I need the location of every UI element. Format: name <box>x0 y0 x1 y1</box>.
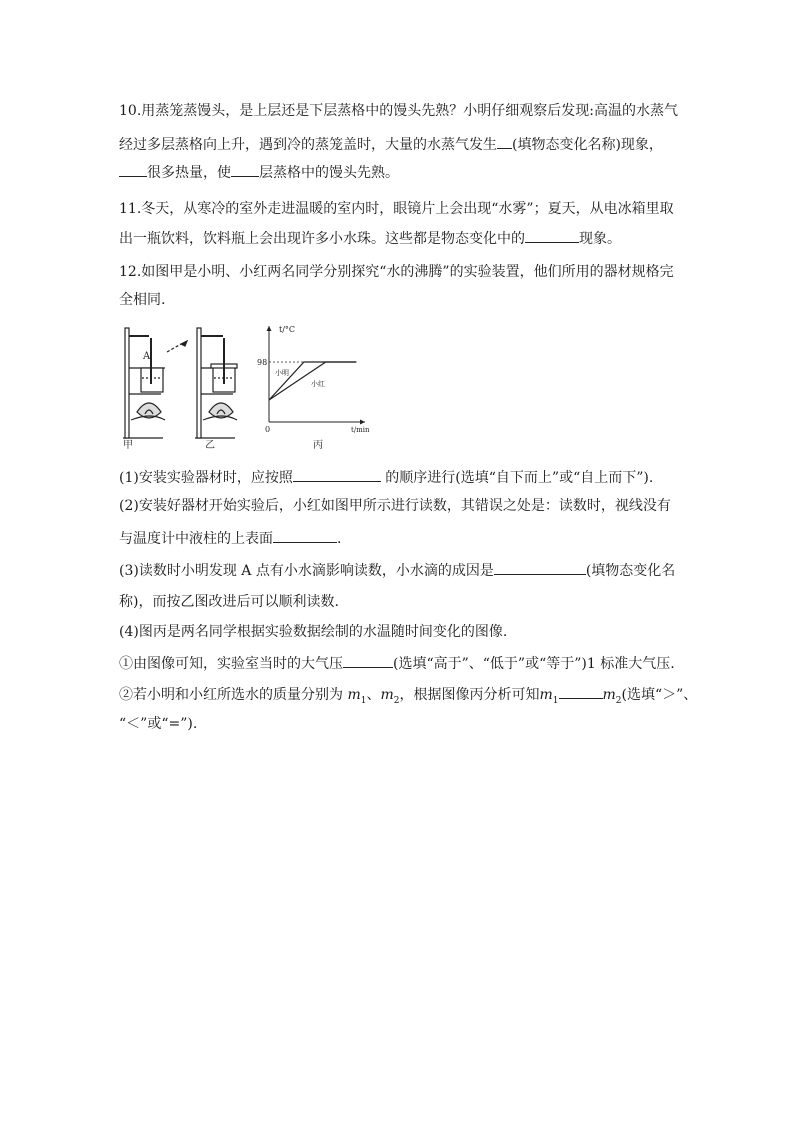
q10-line3-text-a: 很多热量，使 <box>147 165 231 181</box>
q12-p4-2-text-a: ②若小明和小红所选水的质量分别为 <box>119 687 343 703</box>
q10-line3 <box>119 162 399 183</box>
figure-svg <box>119 322 381 452</box>
q12-p4-1-blank[interactable] <box>343 653 393 668</box>
q12-p1-text-b: 的顺序进行(选填“自下而上”或“自上而下”). <box>385 470 654 486</box>
q12-p4: (4)图丙是两名同学根据实验数据绘制的水温随时间变化的图像. <box>119 624 508 640</box>
point-A-label: A <box>143 351 151 362</box>
q12-p2-line1: (2)安装好器材开始实验后，小红如图甲所示进行读数，其错误之处是：读数时，视线没有 <box>119 498 671 514</box>
q12-p4-1-text-a: ①由图像可知，实验室当时的大气压 <box>119 656 343 672</box>
q11-line2-text-a: 出一瓶饮料，饮料瓶上会出现许多小水珠。这些都是物态变化中的 <box>119 231 525 247</box>
m2-compare-symbol: m <box>602 687 616 703</box>
q11-line1: 11.冬天，从寒冷的室外走进温暖的室内时，眼镜片上会出现“水雾”；夏天，从电冰箱里取 <box>119 201 674 217</box>
q12-p4-1 <box>119 653 675 674</box>
q12-p4-2-text-b: ，根据图像丙分析可知 <box>399 687 540 703</box>
q12-p1 <box>119 467 653 488</box>
q12-p3-line2: 称)，而按乙图改进后可以顺利读数. <box>119 594 339 610</box>
q10-line2-text-b: (填物态变化名称)现象， <box>512 137 663 153</box>
series-label-xiaoming: 小明 <box>275 369 289 377</box>
mass-separator: 、 <box>366 687 381 703</box>
q12-p1-text-a: (1)安装实验器材时，应按照 <box>119 470 293 486</box>
q12-p4-1-text-b: (选填“高于”、“低于”或“等于”)1 标准大气压. <box>393 656 675 672</box>
q10-line2 <box>119 134 663 155</box>
q12-p2-text-a: 与温度计中液柱的上表面 <box>119 531 273 547</box>
y-tick-98: 98 <box>257 358 268 367</box>
q12-p2-text-b: . <box>337 531 342 547</box>
q10-line1: 10.用蒸笼蒸馒头，是上层还是下层蒸格中的馒头先熟？小明仔细观察后发现:高温的水蒸气 <box>119 103 678 119</box>
q12-p4-3: “＜”或“=”). <box>119 716 198 732</box>
q10-blank-3[interactable] <box>231 162 259 177</box>
y-axis-label: t/°C <box>279 325 296 334</box>
q12-line1: 12.如图甲是小明、小红两名同学分别探究“水的沸腾”的实验装置，他们所用的器材规格完 <box>119 264 674 280</box>
m1-compare-subscript: 1 <box>552 695 559 706</box>
m2-symbol: m <box>380 687 394 703</box>
m2-compare-subscript: 2 <box>615 695 622 706</box>
q12-p3-text-a: (3)读数时小明发现 A 点有小水滴影响读数，小水滴的成因是 <box>119 563 494 579</box>
q12-p4-2-blank[interactable] <box>559 684 603 699</box>
q12-p3-line1 <box>119 560 675 581</box>
q12-p4-2-text-c: (选填“＞”、 <box>621 687 698 703</box>
apparatus-jia <box>123 328 187 438</box>
m2-subscript: 2 <box>393 695 400 706</box>
series-label-xiaohong: 小红 <box>311 380 325 388</box>
q12-p1-blank[interactable] <box>293 467 381 482</box>
q11-line2-text-b: 现象。 <box>579 231 621 247</box>
q10-blank-1[interactable] <box>497 134 512 149</box>
label-jia: 甲 <box>123 440 133 451</box>
chart-bing <box>257 325 370 434</box>
q12-p2-blank[interactable] <box>273 528 337 543</box>
label-bing: 丙 <box>313 440 323 451</box>
apparatus-yi <box>195 328 237 438</box>
origin-label: 0 <box>265 425 271 434</box>
q12-p3-blank[interactable] <box>494 560 586 575</box>
m1-symbol: m <box>347 687 361 703</box>
q12-line2: 全相同. <box>119 292 166 308</box>
q10-blank-2[interactable] <box>119 162 147 177</box>
q11-line2 <box>119 228 621 249</box>
m1-subscript: 1 <box>360 695 367 706</box>
q12-p3-text-b: (填物态变化名 <box>585 563 676 579</box>
q10-line3-text-b: 层蒸格中的馒头先熟。 <box>259 165 399 181</box>
label-yi: 乙 <box>205 440 215 451</box>
x-axis-arrow <box>360 420 365 425</box>
m1-compare-symbol: m <box>539 687 553 703</box>
y-axis-arrow <box>267 326 272 331</box>
experiment-figure <box>119 322 381 452</box>
q12-p4-2 <box>119 684 697 711</box>
q10-line2-text-a: 经过多层蒸格向上升，遇到冷的蒸笼盖时，大量的水蒸气发生 <box>119 137 497 153</box>
q11-blank[interactable] <box>525 228 579 243</box>
x-axis-label: t/min <box>351 426 370 434</box>
q12-p2-line2 <box>119 528 341 549</box>
